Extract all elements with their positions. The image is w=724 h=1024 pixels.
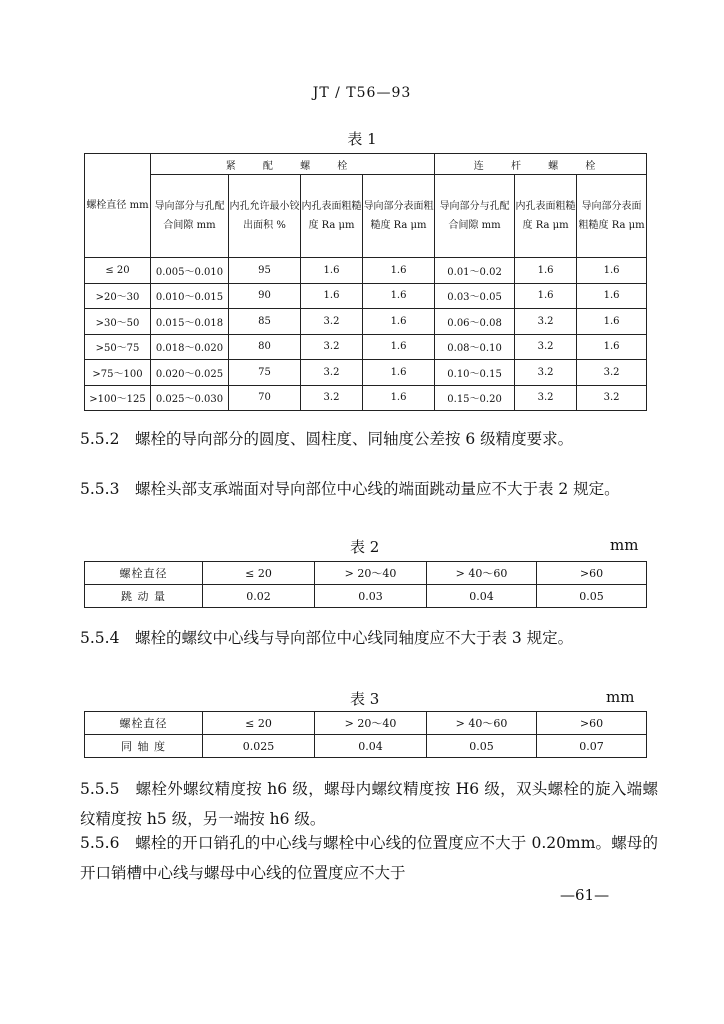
- table1-cell: 1.6: [363, 360, 435, 386]
- table1-cell: 1.6: [577, 258, 647, 284]
- table1-cell: >75～100: [85, 360, 151, 386]
- table-row: [85, 283, 647, 309]
- table3-unit: mm: [606, 688, 635, 706]
- running-header: JT / T56—93: [312, 85, 412, 101]
- table1-col-header: 内孔允许最小铰出面积 %: [229, 175, 301, 258]
- table2-cell: 0.05: [537, 585, 647, 608]
- table-row: [85, 712, 647, 735]
- table1-cell: 0.10～0.15: [435, 360, 515, 386]
- table1-cell: 0.08～0.10: [435, 334, 515, 360]
- table1-cell: 0.020～0.025: [151, 360, 229, 386]
- table2: [84, 561, 647, 608]
- table1-cell: 1.6: [577, 283, 647, 309]
- table1-col-header: 内孔表面粗糙度 Ra μm: [515, 175, 577, 258]
- table1-cell: 1.6: [515, 258, 577, 284]
- table3-header-cell: > 40～60: [427, 712, 537, 735]
- table3-cell: 0.07: [537, 735, 647, 758]
- table1-cell: 85: [229, 309, 301, 335]
- table1-cell: 3.2: [515, 309, 577, 335]
- table1-cell: 80: [229, 334, 301, 360]
- table3-caption: 表 3: [350, 690, 380, 708]
- clause-5-5-5: 5.5.5 螺栓外螺纹精度按 h6 级，螺母内螺纹精度按 H6 级，双头螺栓的旋入端螺纹精度按 h5 级，另一端按 h6 级。: [80, 780, 658, 828]
- table1-cell: 1.6: [363, 309, 435, 335]
- table2-unit: mm: [610, 536, 639, 554]
- table1-cell: 0.01～0.02: [435, 258, 515, 284]
- table2-cell: 0.02: [203, 585, 315, 608]
- table1-cell: 1.6: [577, 334, 647, 360]
- table1-cell: 1.6: [363, 334, 435, 360]
- page-number: —61—: [560, 886, 610, 904]
- table-row: [85, 585, 647, 608]
- table1-cell: 1.6: [301, 258, 363, 284]
- table1-cell: 0.015～0.018: [151, 309, 229, 335]
- table1-col-header: 导向部分与孔配合间隙 mm: [151, 175, 229, 258]
- table1-cell: >20～30: [85, 283, 151, 309]
- table1-cell: 75: [229, 360, 301, 386]
- table1-cell: 1.6: [363, 385, 435, 411]
- table1-cell: 3.2: [577, 385, 647, 411]
- table1-cell: 1.6: [363, 258, 435, 284]
- table2-header-cell: ≤ 20: [203, 562, 315, 585]
- table3-header-cell: ≤ 20: [203, 712, 315, 735]
- table1-cell: 1.6: [363, 283, 435, 309]
- table3-header-cell: > 20～40: [315, 712, 427, 735]
- table1-group-rod-bolt: 连 杆 螺 栓: [435, 154, 647, 175]
- table1-col-header: 内孔表面粗糙度 Ra μm: [301, 175, 363, 258]
- table1-row-header: 螺栓直径 mm: [85, 154, 151, 258]
- table1-col-header: 导向部分表面粗糙度 Ra μm: [363, 175, 435, 258]
- table-row: [85, 385, 647, 411]
- table2-header-cell: > 20～40: [315, 562, 427, 585]
- table1-cell: 0.010～0.015: [151, 283, 229, 309]
- table-row: [85, 735, 647, 758]
- table1-cell: 3.2: [515, 334, 577, 360]
- table1-cell: 0.06～0.08: [435, 309, 515, 335]
- table-row: [85, 309, 647, 335]
- table1-col-header: 导向部分与孔配合间隙 mm: [435, 175, 515, 258]
- table1-cell: 70: [229, 385, 301, 411]
- clause-5-5-2: 5.5.2 螺栓的导向部分的圆度、圆柱度、同轴度公差按 6 级精度要求。: [80, 430, 574, 448]
- table1-cell: >30～50: [85, 309, 151, 335]
- table1-cell: 3.2: [301, 385, 363, 411]
- table2-header-cell: > 40～60: [427, 562, 537, 585]
- table1-caption: 表 1: [347, 130, 377, 148]
- table1-cell: 3.2: [515, 360, 577, 386]
- table1-cell: 95: [229, 258, 301, 284]
- table-row: [85, 360, 647, 386]
- table1-cell: 1.6: [515, 283, 577, 309]
- table1-cell: 3.2: [301, 360, 363, 386]
- table3-cell: 同 轴 度: [85, 735, 203, 758]
- table1-cell: 0.15～0.20: [435, 385, 515, 411]
- table3-header-cell: >60: [537, 712, 647, 735]
- table1-cell: 3.2: [515, 385, 577, 411]
- table1-cell: 90: [229, 283, 301, 309]
- table2-caption: 表 2: [350, 538, 380, 556]
- clause-5-5-3: 5.5.3 螺栓头部支承端面对导向部位中心线的端面跳动量应不大于表 2 规定。: [80, 480, 620, 498]
- table1-cell: 3.2: [577, 360, 647, 386]
- table2-cell: 0.04: [427, 585, 537, 608]
- table1-cell: 3.2: [301, 309, 363, 335]
- table1-cell: 1.6: [301, 283, 363, 309]
- table1-cell: ≤ 20: [85, 258, 151, 284]
- table2-header-cell: 螺栓直径: [85, 562, 203, 585]
- table1-cell: 0.03～0.05: [435, 283, 515, 309]
- table1-cell: 0.018～0.020: [151, 334, 229, 360]
- table1-cell: 3.2: [301, 334, 363, 360]
- table1: [84, 153, 647, 411]
- table2-header-cell: >60: [537, 562, 647, 585]
- table1-cell: 1.6: [577, 309, 647, 335]
- table3-cell: 0.04: [315, 735, 427, 758]
- table1-cell: >100～125: [85, 385, 151, 411]
- table3: [84, 711, 647, 758]
- table1-cell: 0.025～0.030: [151, 385, 229, 411]
- clause-5-5-6: 5.5.6 螺栓的开口销孔的中心线与螺栓中心线的位置度应不大于 0.20mm。螺母的开口销槽中心线与螺母中心线的位置度应不大于: [80, 834, 658, 882]
- table3-header-cell: 螺栓直径: [85, 712, 203, 735]
- table1-col-header: 导向部分表面粗糙度 Ra μm: [577, 175, 647, 258]
- table2-cell: 0.03: [315, 585, 427, 608]
- table2-cell: 跳 动 量: [85, 585, 203, 608]
- table-row: [85, 562, 647, 585]
- table-row: [85, 334, 647, 360]
- table1-group-fitted-bolt: 紧 配 螺 栓: [151, 154, 435, 175]
- table3-cell: 0.025: [203, 735, 315, 758]
- table1-cell: 0.005～0.010: [151, 258, 229, 284]
- table1-cell: >50～75: [85, 334, 151, 360]
- clause-5-5-4: 5.5.4 螺栓的螺纹中心线与导向部位中心线同轴度应不大于表 3 规定。: [80, 629, 574, 647]
- table-row: [85, 258, 647, 284]
- table3-cell: 0.05: [427, 735, 537, 758]
